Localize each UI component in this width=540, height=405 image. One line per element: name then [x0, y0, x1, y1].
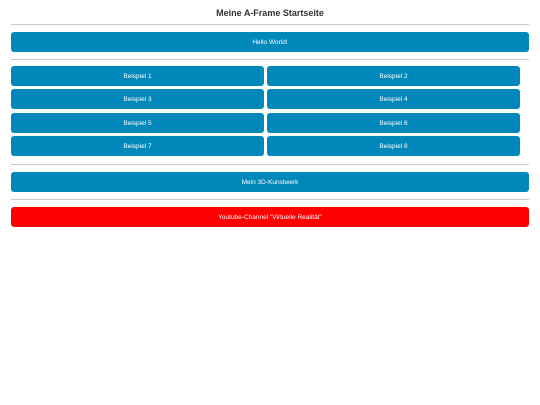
- divider-top: [11, 24, 529, 25]
- beispiel-1-button[interactable]: Beispiel 1: [11, 66, 264, 86]
- divider-examples-bottom: [11, 164, 529, 165]
- beispiel-2-button[interactable]: Beispiel 2: [267, 66, 520, 86]
- beispiel-7-button[interactable]: Beispiel 7: [11, 136, 264, 156]
- beispiel-5-button[interactable]: Beispiel 5: [11, 113, 264, 133]
- 3d-artwork-button[interactable]: Mein 3D-Kunstwerk: [11, 172, 529, 192]
- hello-world-button[interactable]: Hello World!: [11, 32, 529, 52]
- youtube-channel-button[interactable]: Youtube-Channel "Virtuelle Realität": [11, 207, 529, 227]
- beispiel-8-button[interactable]: Beispiel 8: [267, 136, 520, 156]
- beispiel-4-button[interactable]: Beispiel 4: [267, 89, 520, 109]
- beispiel-3-button[interactable]: Beispiel 3: [11, 89, 264, 109]
- page-title: Meine A-Frame Startseite: [216, 8, 324, 18]
- beispiel-6-button[interactable]: Beispiel 6: [267, 113, 520, 133]
- divider-examples-top: [11, 59, 529, 60]
- divider-bottom: [11, 199, 529, 200]
